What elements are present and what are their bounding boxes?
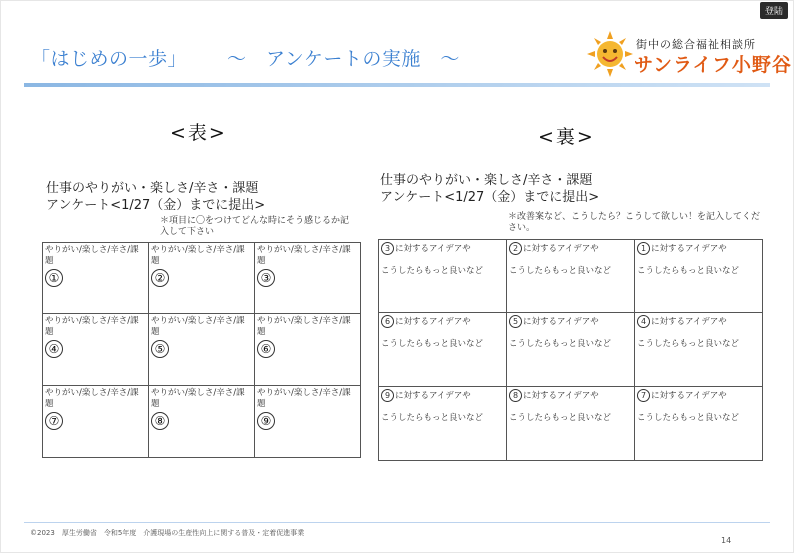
cell-number: 6 [381, 315, 394, 328]
front-label: <表> [170, 122, 227, 144]
cell-text: に対するアイデアや [651, 317, 727, 327]
front-heading-line1: 仕事のやりがい・楽しさ/辛さ・課題 [46, 181, 259, 196]
back-heading-line2: アンケート<1/27（金）までに提出> [380, 190, 600, 205]
back-note: ＊改善案など、こうしたら？こうして欲しい！を記入してください。 [508, 212, 761, 233]
cell-number: ⑤ [151, 340, 169, 358]
cell-number: 5 [509, 315, 522, 328]
cell-text: に対するアイデアや [395, 244, 471, 254]
cell-number: 3 [381, 242, 394, 255]
footer-divider [24, 522, 770, 523]
front-cell[interactable] [255, 314, 361, 386]
cell-text: こうしたらもっと良いなど [637, 339, 740, 349]
cell-number: 9 [381, 389, 394, 402]
sun-icon [586, 30, 634, 78]
title-divider [24, 83, 770, 87]
logo [586, 30, 792, 78]
back-cell[interactable] [635, 240, 763, 313]
front-cell[interactable] [149, 314, 255, 386]
cell-text: こうしたらもっと良いなど [509, 339, 612, 349]
cell-text: に対するアイデアや [651, 244, 727, 254]
front-cell[interactable] [43, 386, 149, 458]
cell-text: に対するアイデアや [523, 317, 599, 327]
back-heading [380, 172, 599, 206]
cell-number: ③ [257, 269, 275, 287]
cell-text: こうしたらもっと良いなど [381, 266, 484, 276]
front-cell[interactable] [255, 386, 361, 458]
logo-tagline: 街中の総合福祉相談所 [636, 38, 756, 51]
cell-label: やりがい/楽しさ/辛さ/課題 [151, 316, 245, 337]
cell-text: に対するアイデアや [523, 244, 599, 254]
front-heading [46, 180, 265, 214]
cell-label: やりがい/楽しさ/辛さ/課題 [151, 388, 245, 409]
cell-number: 4 [637, 315, 650, 328]
back-cell[interactable] [507, 387, 635, 461]
back-cell[interactable] [379, 240, 507, 313]
logo-name: サンライフ小野谷 [634, 54, 792, 76]
front-note: ＊項目に〇をつけてどんな時にそう感じるか記入して下さい [160, 216, 350, 237]
cell-text: に対するアイデアや [395, 317, 471, 327]
cell-number: ② [151, 269, 169, 287]
cell-label: やりがい/楽しさ/辛さ/課題 [257, 388, 351, 409]
front-cell[interactable] [149, 243, 255, 314]
cell-number: ⑨ [257, 412, 275, 430]
cell-number: ⑦ [45, 412, 63, 430]
cell-number: ⑥ [257, 340, 275, 358]
front-cell[interactable] [43, 314, 149, 386]
cell-number: ① [45, 269, 63, 287]
cell-label: やりがい/楽しさ/辛さ/課題 [257, 245, 351, 266]
slide-title [31, 44, 460, 71]
footer-text: ©2023 厚生労働省 令和5年度 介護現場の生産性向上に関する普及・定着促進事業 [30, 529, 305, 537]
back-grid [378, 239, 763, 461]
cell-number: 1 [637, 242, 650, 255]
cell-label: やりがい/楽しさ/辛さ/課題 [257, 316, 351, 337]
back-cell[interactable] [379, 313, 507, 387]
back-label: <裏> [538, 126, 595, 148]
back-cell[interactable] [635, 387, 763, 461]
cell-text: こうしたらもっと良いなど [509, 266, 612, 276]
cell-text: こうしたらもっと良いなど [637, 413, 740, 423]
cell-number: 2 [509, 242, 522, 255]
front-cell[interactable] [149, 386, 255, 458]
cell-text: こうしたらもっと良いなど [381, 339, 484, 349]
cell-number: 8 [509, 389, 522, 402]
cell-text: こうしたらもっと良いなど [381, 413, 484, 423]
front-heading-line2: アンケート<1/27（金）までに提出> [46, 198, 266, 213]
cell-number: 7 [637, 389, 650, 402]
cell-text: に対するアイデアや [651, 391, 727, 401]
cell-label: やりがい/楽しさ/辛さ/課題 [45, 388, 139, 409]
cell-label: やりがい/楽しさ/辛さ/課題 [45, 316, 139, 337]
cell-label: やりがい/楽しさ/辛さ/課題 [151, 245, 245, 266]
cell-text: こうしたらもっと良いなど [509, 413, 612, 423]
cell-text: に対するアイデアや [395, 391, 471, 401]
back-cell[interactable] [507, 240, 635, 313]
cell-number: ⑧ [151, 412, 169, 430]
cell-text: こうしたらもっと良いなど [637, 266, 740, 276]
cell-label: やりがい/楽しさ/辛さ/課題 [45, 245, 139, 266]
back-cell[interactable] [635, 313, 763, 387]
back-cell[interactable] [507, 313, 635, 387]
back-heading-line1: 仕事のやりがい・楽しさ/辛さ・課題 [380, 173, 593, 188]
back-cell[interactable] [379, 387, 507, 461]
front-cell[interactable] [43, 243, 149, 314]
title-right: ～ アンケートの実施 ～ [227, 48, 460, 70]
front-grid [42, 242, 361, 458]
title-left: 「はじめの一歩」 [31, 48, 188, 70]
front-cell[interactable] [255, 243, 361, 314]
page-number: 14 [721, 536, 732, 545]
login-button[interactable]: 登陆 [760, 2, 788, 19]
cell-number: ④ [45, 340, 63, 358]
cell-text: に対するアイデアや [523, 391, 599, 401]
